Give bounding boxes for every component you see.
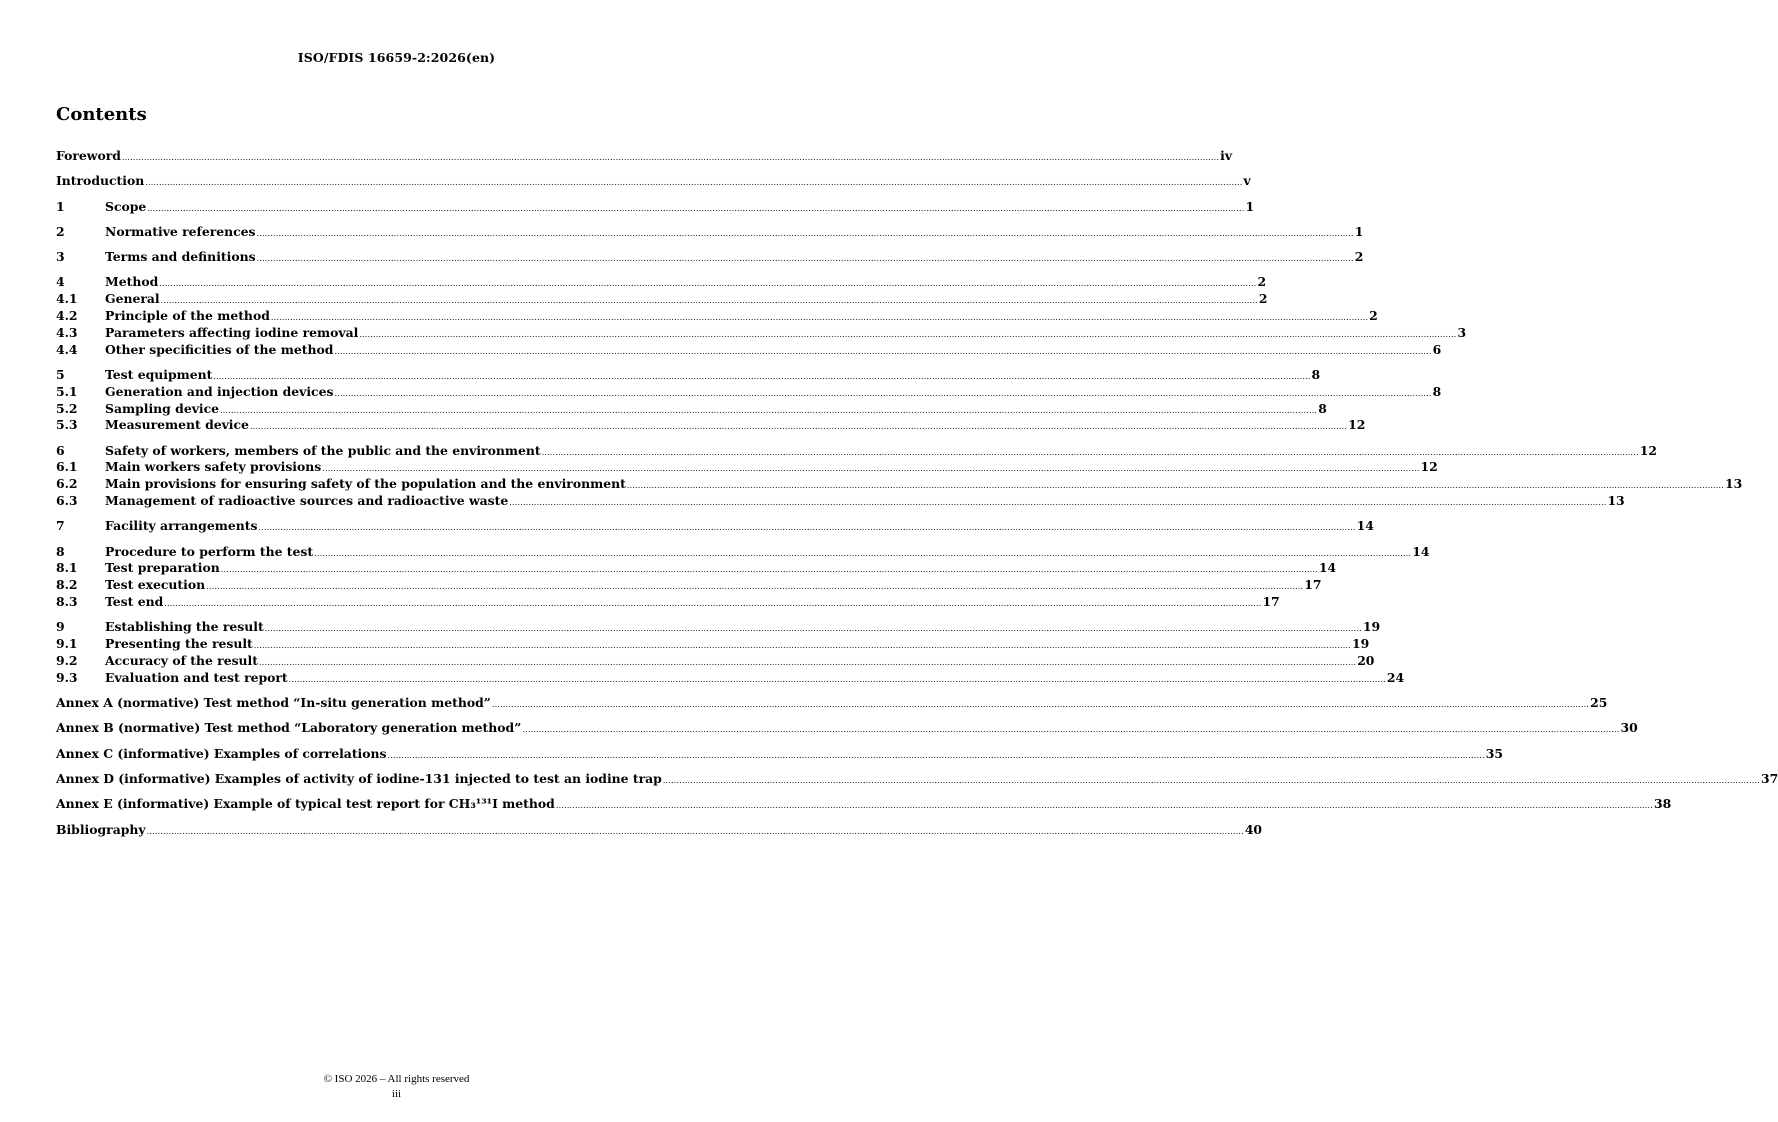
toc-entry-page: 14 — [1412, 543, 1430, 559]
toc-entry-title: Facility arrangements — [105, 518, 258, 534]
toc-entry-title: Measurement device — [105, 417, 249, 433]
toc-entry-page: 2 — [1257, 274, 1267, 290]
toc-entry-page: 1 — [1245, 198, 1255, 214]
toc-entry-page: 17 — [1262, 594, 1280, 610]
toc-entry-number: 6.3 — [56, 493, 78, 509]
toc-entry-title: Parameters affecting iodine removal — [105, 324, 359, 340]
toc-entry[interactable] — [56, 543, 1430, 561]
toc-entry-title: Normative references — [105, 223, 256, 239]
toc-dot-leader: ................................................................................................................................................................................................................................................................................................................................................................................................................ — [626, 481, 1725, 491]
toc-dot-leader: ................................................................................................................................................................................................................................................................................................................................................................................................................ — [220, 565, 1318, 575]
toc-entry-number: 4.4 — [56, 341, 78, 357]
toc-entry[interactable] — [56, 366, 1321, 384]
document-header: ISO/FDIS 16659-2:2026(en) — [297, 50, 496, 65]
toc-entry-page: 38 — [1654, 796, 1672, 812]
toc-entry-title: Generation and injection devices — [105, 383, 334, 399]
toc-entry-page: 20 — [1357, 652, 1375, 668]
toc-entry-title: Procedure to perform the test — [105, 543, 314, 559]
toc-entry[interactable] — [56, 341, 1442, 359]
toc-entry[interactable] — [56, 249, 1364, 266]
toc-entry-number: 5.2 — [56, 400, 78, 416]
toc-entry-number: 1 — [56, 198, 65, 214]
toc-entry-page: 1 — [1354, 223, 1364, 239]
toc-entry-number: 4.3 — [56, 324, 78, 340]
toc-entry-number: 8.3 — [56, 594, 78, 610]
toc-entry-title: Presenting the result — [105, 636, 253, 652]
toc-dot-leader: ................................................................................................................................................................................................................................................................................................................................................................................................................ — [249, 422, 1348, 432]
page-footer — [0, 1072, 793, 1102]
toc-entry-page: 13 — [1725, 476, 1743, 492]
toc-dot-leader: ................................................................................................................................................................................................................................................................................................................................................................................................................ — [322, 464, 1420, 474]
toc-entry-page: 17 — [1304, 577, 1322, 593]
copyright-notice: © ISO 2026 – All rights reserved — [323, 1073, 470, 1085]
toc-entry-page: 40 — [1244, 821, 1263, 837]
toc-dot-leader: ................................................................................................................................................................................................................................................................................................................................................................................................................ — [541, 447, 1639, 457]
toc-entry-number: 8.1 — [56, 560, 78, 576]
toc-entry[interactable] — [56, 324, 1467, 342]
toc-entry-page: 8 — [1311, 366, 1321, 382]
toc-entry[interactable] — [56, 720, 1638, 737]
toc-entry[interactable] — [56, 274, 1267, 291]
toc-entry[interactable] — [56, 383, 1442, 401]
toc-entry-page: 2 — [1258, 291, 1268, 307]
toc-entry-page: 2 — [1354, 249, 1364, 265]
toc-dot-leader: ................................................................................................................................................................................................................................................................................................................................................................................................................ — [147, 203, 1245, 213]
toc-entry[interactable] — [56, 796, 1672, 813]
toc-entry-title: Annex A (normative) Test method “In-situ generation method” — [56, 695, 491, 711]
toc-entry-title: Scope — [105, 198, 147, 214]
toc-entry-page: v — [1243, 173, 1251, 189]
toc-entry[interactable] — [56, 594, 1280, 611]
toc-dot-leader: ................................................................................................................................................................................................................................................................................................................................................................................................................ — [164, 599, 1262, 609]
toc-entry-title: Main workers safety provisions — [105, 459, 322, 475]
toc-entry-page: 8 — [1432, 383, 1442, 399]
toc-entry-number: 8 — [56, 543, 65, 559]
toc-entry-page: 12 — [1420, 459, 1438, 475]
toc-entry-number: 6.1 — [56, 459, 78, 475]
toc-entry[interactable] — [56, 577, 1322, 594]
toc-dot-leader: ................................................................................................................................................................................................................................................................................................................................................................................................................ — [334, 346, 1432, 356]
toc-entry-page: iv — [1220, 148, 1233, 163]
toc-entry[interactable] — [56, 652, 1375, 670]
toc-entry-page: 14 — [1318, 560, 1337, 576]
toc-dot-leader: ................................................................................................................................................................................................................................................................................................................................................................................................................ — [314, 548, 1412, 558]
toc-entry-title: Other specificities of the method — [105, 341, 334, 357]
toc-entry[interactable] — [56, 695, 1608, 712]
toc-entry-number: 9 — [56, 619, 65, 635]
toc-entry-number: 5.1 — [56, 383, 78, 399]
page-number: iii — [391, 1088, 402, 1100]
toc-entry-number: 6 — [56, 442, 65, 458]
toc-entry-title: Foreword — [56, 148, 121, 163]
toc-dot-leader: ................................................................................................................................................................................................................................................................................................................................................................................................................ — [264, 624, 1362, 634]
contents-title: Contents — [56, 104, 147, 125]
toc-entry-number: 7 — [56, 518, 65, 534]
toc-entry-title: General — [105, 291, 160, 307]
toc-dot-leader: ................................................................................................................................................................................................................................................................................................................................................................................................................ — [159, 279, 1257, 289]
toc-entry-number: 4.1 — [56, 291, 78, 307]
toc-entry-title: Bibliography — [56, 821, 146, 837]
toc-entry-number: 8.2 — [56, 577, 78, 593]
toc-dot-leader: ................................................................................................................................................................................................................................................................................................................................................................................................................ — [146, 826, 1244, 836]
toc-entry-page: 14 — [1356, 518, 1374, 534]
toc-entry[interactable] — [56, 476, 1743, 493]
toc-entry[interactable] — [56, 493, 1625, 510]
toc-entry-page: 2 — [1369, 308, 1378, 324]
toc-entry-number: 4 — [56, 274, 65, 290]
toc-dot-leader: ................................................................................................................................................................................................................................................................................................................................................................................................................ — [253, 641, 1351, 651]
toc-entry-title: Annex D (informative) Examples of activity of iodine-131 injected to test an iodine trap — [56, 770, 662, 786]
table-of-contents — [56, 148, 1778, 838]
toc-dot-leader: ................................................................................................................................................................................................................................................................................................................................................................................................................ — [387, 750, 1485, 760]
toc-entry-page: 37 — [1761, 770, 1778, 786]
toc-entry[interactable] — [56, 636, 1370, 653]
toc-entry-number: 5.3 — [56, 417, 78, 433]
toc-entry-title: Accuracy of the result — [105, 652, 258, 668]
toc-entry-title: Test equipment — [105, 366, 213, 382]
toc-entry-page: 19 — [1362, 619, 1381, 635]
toc-entry-page: 19 — [1351, 636, 1370, 652]
toc-entry-page: 35 — [1485, 745, 1503, 761]
toc-entry-title: Method — [105, 274, 159, 290]
toc-entry-title: Management of radioactive sources and radioactive waste — [105, 493, 509, 509]
toc-dot-leader: ................................................................................................................................................................................................................................................................................................................................................................................................................ — [662, 775, 1760, 785]
toc-dot-leader: ................................................................................................................................................................................................................................................................................................................................................................................................................ — [334, 388, 1432, 398]
toc-entry-page: 24 — [1386, 669, 1405, 685]
toc-entry[interactable] — [56, 619, 1381, 636]
toc-dot-leader: ................................................................................................................................................................................................................................................................................................................................................................................................................ — [509, 498, 1607, 508]
toc-entry-page: 12 — [1639, 442, 1658, 458]
toc-entry-title: Terms and definitions — [105, 249, 256, 265]
toc-entry-number: 9.1 — [56, 636, 78, 652]
toc-entry-title: Test preparation — [105, 560, 220, 576]
toc-entry-number: 9.2 — [56, 652, 78, 668]
toc-entry-page: 8 — [1318, 400, 1327, 416]
toc-entry-number: 9.3 — [56, 669, 78, 685]
toc-dot-leader: ................................................................................................................................................................................................................................................................................................................................................................................................................ — [145, 178, 1243, 188]
toc-entry-page: 13 — [1607, 493, 1625, 509]
toc-entry[interactable] — [56, 308, 1378, 325]
toc-dot-leader: ................................................................................................................................................................................................................................................................................................................................................................................................................ — [206, 582, 1304, 592]
toc-dot-leader: ................................................................................................................................................................................................................................................................................................................................................................................................................ — [256, 254, 1354, 264]
toc-dot-leader: ................................................................................................................................................................................................................................................................................................................................................................................................................ — [258, 523, 1356, 533]
toc-entry[interactable] — [56, 821, 1263, 839]
toc-entry-title: Evaluation and test report — [105, 669, 288, 685]
toc-entry[interactable] — [56, 400, 1327, 418]
toc-entry[interactable] — [56, 148, 1233, 165]
toc-entry-title: Test execution — [105, 577, 206, 593]
toc-entry-title: Annex B (normative) Test method “Laboratory generation method” — [56, 720, 522, 736]
toc-entry-title: Principle of the method — [105, 308, 270, 324]
toc-entry[interactable] — [56, 442, 1658, 460]
toc-entry[interactable] — [56, 223, 1364, 241]
toc-entry-title: Establishing the result — [105, 619, 264, 635]
toc-entry[interactable] — [56, 669, 1405, 687]
toc-dot-leader: ................................................................................................................................................................................................................................................................................................................................................................................................................ — [288, 674, 1386, 684]
toc-entry[interactable] — [56, 745, 1503, 763]
toc-entry[interactable] — [56, 291, 1268, 308]
toc-entry-title: Annex E (informative) Example of typical test report for CH₃¹³¹I method — [56, 796, 555, 812]
toc-entry-number: 5 — [56, 366, 65, 382]
toc-entry-page: 6 — [1432, 341, 1442, 357]
toc-entry-number: 2 — [56, 223, 65, 239]
toc-entry-title: Introduction — [56, 173, 145, 189]
toc-dot-leader: ................................................................................................................................................................................................................................................................................................................................................................................................................ — [555, 801, 1654, 811]
toc-dot-leader: ................................................................................................................................................................................................................................................................................................................................................................................................................ — [270, 313, 1369, 323]
toc-entry-page: 25 — [1590, 695, 1608, 711]
toc-entry-title: Main provisions for ensuring safety of the population and the environment — [105, 476, 626, 492]
toc-entry-number: 6.2 — [56, 476, 78, 492]
toc-entry-title: Safety of workers, members of the public and the environment — [105, 442, 541, 458]
toc-entry-number: 3 — [56, 249, 65, 265]
toc-entry-title: Test end — [105, 594, 164, 610]
toc-entry[interactable] — [56, 459, 1438, 476]
toc-entry[interactable] — [56, 417, 1366, 434]
toc-entry[interactable] — [56, 198, 1255, 216]
toc-dot-leader: ................................................................................................................................................................................................................................................................................................................................................................................................................ — [522, 725, 1620, 735]
toc-entry-title: Sampling device — [105, 400, 220, 416]
toc-dot-leader: ................................................................................................................................................................................................................................................................................................................................................................................................................ — [259, 657, 1357, 667]
toc-entry[interactable] — [56, 518, 1374, 535]
toc-dot-leader: ................................................................................................................................................................................................................................................................................................................................................................................................................ — [491, 700, 1590, 710]
toc-entry-page: 3 — [1457, 324, 1467, 340]
toc-entry[interactable] — [56, 770, 1778, 788]
toc-dot-leader: ................................................................................................................................................................................................................................................................................................................................................................................................................ — [256, 228, 1354, 238]
toc-dot-leader: ................................................................................................................................................................................................................................................................................................................................................................................................................ — [213, 371, 1311, 381]
toc-entry-page: 30 — [1620, 720, 1638, 736]
toc-dot-leader: ................................................................................................................................................................................................................................................................................................................................................................................................................ — [220, 405, 1318, 415]
toc-dot-leader: ................................................................................................................................................................................................................................................................................................................................................................................................................ — [160, 296, 1258, 306]
toc-entry-title: Annex C (informative) Examples of correlations — [56, 745, 387, 761]
toc-entry-number: 4.2 — [56, 308, 78, 324]
toc-dot-leader: ................................................................................................................................................................................................................................................................................................................................................................................................................ — [359, 329, 1457, 339]
toc-entry[interactable] — [56, 173, 1251, 190]
toc-entry[interactable] — [56, 560, 1337, 577]
toc-dot-leader: ................................................................................................................................................................................................................................................................................................................................................................................................................ — [121, 153, 1220, 162]
toc-entry-page: 12 — [1348, 417, 1366, 433]
